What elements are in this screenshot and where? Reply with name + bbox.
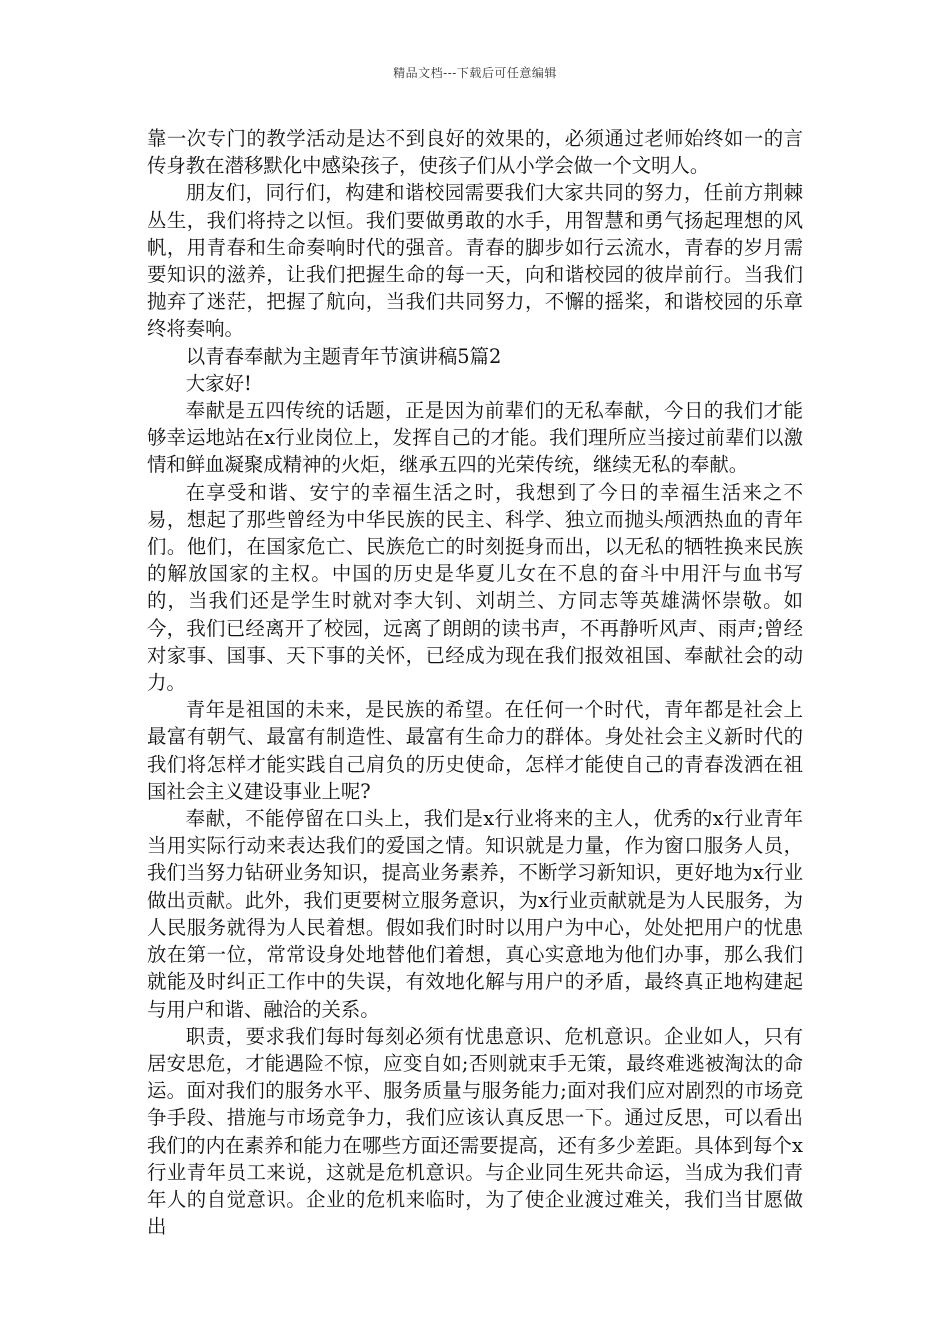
document-body — [147, 125, 803, 1240]
page-header: 精品文档---下载后可任意编辑 — [393, 66, 557, 80]
paragraph: 青年是祖国的未来，是民族的希望。在任何一个时代，青年都是社会上最富有朝气、最富有制造性、最富有生命力的群体。身处社会主义新时代的我们将怎样才能实践自己肩负的历史使命，怎样才能使自己的青春泼洒在祖国社会主义建设事业上呢? — [147, 698, 803, 803]
paragraph: 奉献是五四传统的话题，正是因为前辈们的无私奉献，今日的我们才能够幸运地站在x行业岗位上，发挥自己的才能。我们理所应当接过前辈们以激情和鲜血凝聚成精神的火炬，继承五四的光荣传统，继续无私的奉献。 — [147, 399, 803, 477]
greeting: 大家好! — [185, 371, 252, 395]
paragraph: 职责，要求我们每时每刻必须有忧患意识、危机意识。企业如人，只有居安思危，才能遇险不惊，应变自如;否则就束手无策，最终难逃被淘汰的命运。面对我们的服务水平、服务质量与服务能力;面对我们应对剧烈的市场竞争手段、措施与市场竞争力，我们应该认真反思一下。通过反思，可以看出我们的内在素养和能力在哪些方面还需要提高，还有多少差距。具体到每个x行业青年员工来说，这就是危机意识。与企业同生死共命运，当成为我们青年人的自觉意识。企业的危机来临时，为了使企业渡过难关，我们当甘愿做出 — [147, 1024, 803, 1239]
paragraph-continuation: 靠一次专门的教学活动是达不到良好的效果的，必须通过老师始终如一的言传身教在潜移默化中感染孩子，使孩子们从小学会做一个文明人。 — [147, 127, 803, 178]
section-title: 以青春奉献为主题青年节演讲稿5篇2 — [185, 344, 502, 368]
paragraph: 奉献，不能停留在口头上，我们是x行业将来的主人，优秀的x行业青年当用实际行动来表达我们的爱国之情。知识就是力量，作为窗口服务人员，我们当努力钻研业务知识，提高业务素养，不断学习新知识，更好地为x行业做出贡献。此外，我们更要树立服务意识，为x行业贡献就是为人民服务，为人民服务就得为人民着想。假如我们时时以用户为中心，处处把用户的忧患放在第一位，常常设身处地替他们着想，真心实意地为他们办事，那么我们就能及时纠正工作中的失误，有效地化解与用户的矛盾，最终真正地构建起与用户和谐、融洽的关系。 — [147, 807, 803, 1021]
paragraph: 朋友们，同行们，构建和谐校园需要我们大家共同的努力，任前方荆棘丛生，我们将持之以恒。我们要做勇敢的水手，用智慧和勇气扬起理想的风帆，用青春和生命奏响时代的强音。青春的脚步如行云流水，青春的岁月需要知识的滋养，让我们把握生命的每一天，向和谐校园的彼岸前行。当我们抛弃了迷茫，把握了航向，当我们共同努力，不懈的摇桨，和谐校园的乐章终将奏响。 — [147, 181, 803, 341]
paragraph: 在享受和谐、安宁的幸福生活之时，我想到了今日的幸福生活来之不易，想起了那些曾经为中华民族的民主、科学、独立而抛头颅洒热血的青年们。他们，在国家危亡、民族危亡的时刻挺身而出，以无私的牺牲换来民族的解放国家的主权。中国的历史是华夏儿女在不息的奋斗中用汗与血书写的，当我们还是学生时就对李大钊、刘胡兰、方同志等英雄满怀崇敬。如今，我们已经离开了校园，远离了朗朗的读书声，不再静听风声、雨声;曾经对家事、国事、天下事的关怀，已经成为现在我们报效祖国、奉献社会的动力。 — [147, 480, 803, 695]
